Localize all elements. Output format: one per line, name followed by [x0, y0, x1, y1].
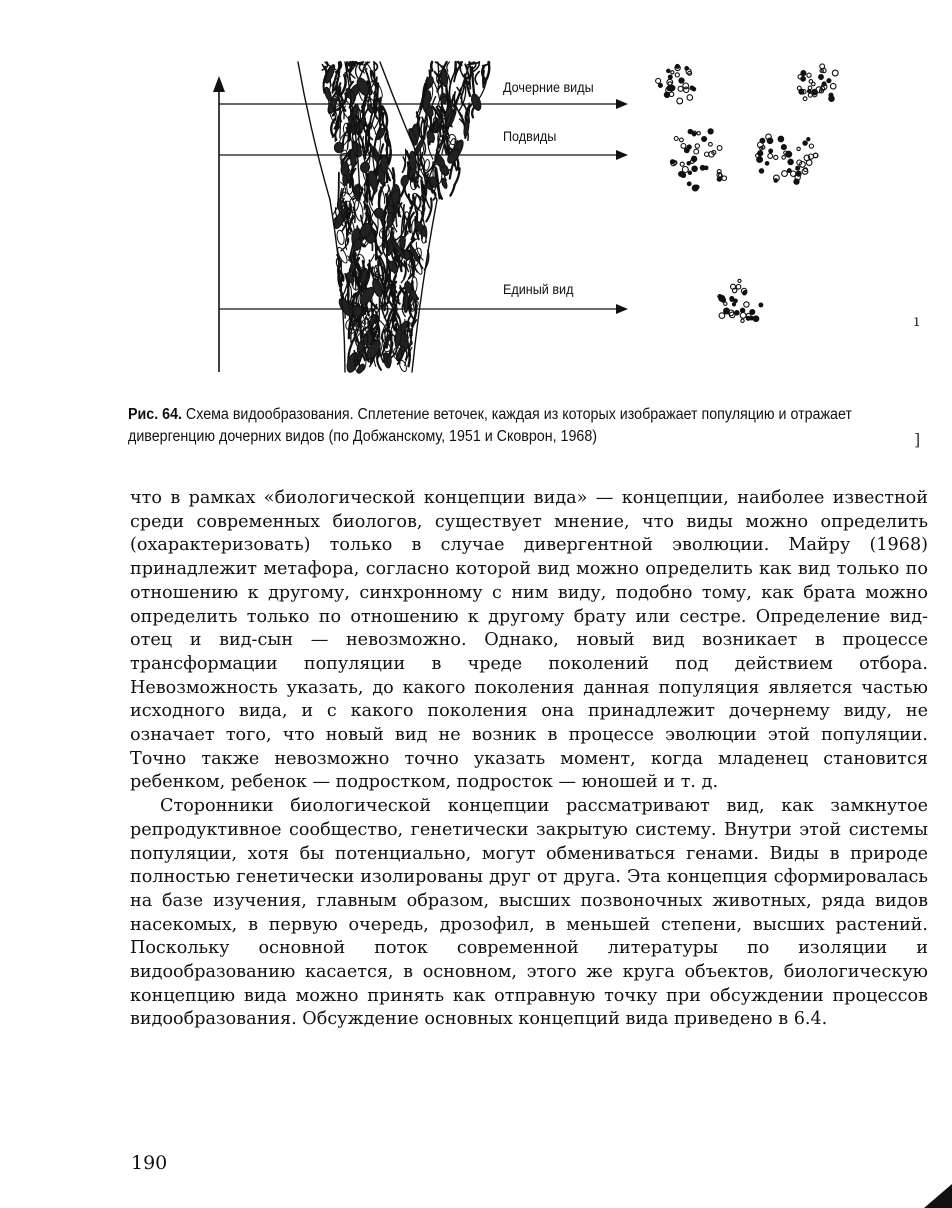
population-dot — [812, 82, 816, 86]
population-dot — [721, 298, 725, 302]
population-dot — [692, 166, 697, 171]
label-daughter-species: Дочерние виды — [503, 79, 594, 95]
population-dot — [709, 142, 713, 146]
population-dot — [807, 138, 810, 141]
population-dot — [700, 165, 705, 170]
population-dot — [782, 171, 788, 177]
branch-strand — [340, 118, 341, 138]
branch-strand — [298, 62, 330, 200]
margin-mark: ı — [914, 311, 920, 330]
population-dot — [671, 71, 674, 74]
figure-caption — [128, 404, 927, 448]
population-dot — [717, 146, 722, 151]
population-dot — [781, 145, 786, 150]
population-dot — [687, 145, 691, 149]
branch-leaf — [334, 142, 344, 153]
population-dot — [743, 291, 747, 295]
population-dot — [740, 308, 744, 312]
population-dot — [829, 96, 834, 101]
population-dot — [796, 166, 800, 170]
branch-strand — [452, 95, 453, 107]
branching-thicket — [298, 62, 489, 375]
population-dot — [736, 285, 741, 290]
population-dot — [688, 129, 692, 133]
population-dot — [806, 160, 812, 166]
population-dot — [678, 86, 683, 91]
population-dot — [809, 144, 813, 148]
population-dot — [722, 176, 727, 181]
population-dot — [724, 308, 730, 314]
population-dot — [684, 87, 689, 92]
population-dot — [682, 167, 688, 173]
population-dot — [718, 295, 722, 299]
branch-strand — [367, 255, 374, 266]
population-dot — [708, 129, 713, 134]
branch-strand — [402, 157, 405, 172]
population-dot — [687, 182, 691, 186]
population-dot — [688, 171, 691, 174]
population-dot — [803, 97, 807, 101]
population-dot — [719, 313, 725, 319]
population-dot — [759, 169, 763, 173]
population-dot — [778, 136, 784, 142]
margin-mark: ] — [914, 430, 921, 449]
population-dot — [760, 138, 765, 143]
branch-leaf — [440, 178, 448, 190]
population-dot — [796, 171, 801, 176]
population-dot — [680, 162, 684, 166]
label-subspecies: Подвиды — [503, 128, 557, 144]
population-dot — [791, 171, 796, 176]
population-dot — [758, 151, 763, 156]
body-text — [130, 487, 928, 1032]
population-dot — [679, 78, 684, 83]
branch-leaf — [387, 354, 392, 366]
population-dot — [774, 179, 778, 183]
population-dot — [819, 75, 824, 80]
speciation-figure — [0, 0, 952, 400]
population-dot — [782, 156, 786, 160]
branch-leaf — [336, 230, 345, 245]
population-dot — [677, 98, 683, 104]
population-dot — [680, 138, 684, 142]
branch-leaf — [400, 175, 410, 187]
population-dot — [808, 93, 812, 97]
population-dot — [687, 95, 693, 101]
branch-leaf — [324, 87, 333, 102]
population-dot — [744, 302, 749, 307]
population-dot — [765, 162, 769, 166]
population-dot — [768, 154, 773, 159]
paragraph: что в рамках «биологической концепции вида» — концепции, наиболее известной среди современных биологов, существует мнение, что виды можно определить (охарактеризовать) только в случае дивергентной эволюции. Майру (1968) принадлежит метафора, согласно которой вид можно определить как вид только по отношению к другому, синхронному с ним виду, подобно тому, как брата можно определить только по отношению к другому брату или сестре. Определение вид-отец и вид-сын — невозможно. Однако, новый вид возникает в процессе трансформации популяции в чреде поколений под действием отбора. Невозможность указать, до какого поколения данная популяция является частью исходного вида, и с какого поколения она принадлежит дочернему виду, не означает того, что новый вид не возник в процессе эволюции этой популяции. Точно также невозможно точно указать момент, когда младенец становится ребенком, ребенок — подростком, подросток — юношей и т. д. — [130, 488, 928, 793]
population-dot — [667, 69, 670, 72]
population-dot — [740, 313, 746, 319]
population-dot — [750, 310, 755, 315]
population-dot — [675, 73, 679, 77]
population-dot — [717, 177, 721, 181]
time-axis-arrowhead — [213, 76, 225, 92]
population-dot — [801, 77, 806, 82]
page-number: 190 — [131, 1152, 168, 1174]
label-single-species: Единый вид — [503, 281, 574, 297]
population-dot — [801, 71, 806, 76]
caption-number: Рис. 64. — [128, 406, 182, 423]
population-dot — [830, 83, 836, 89]
branch-leaf — [387, 212, 394, 226]
population-dot — [788, 159, 793, 164]
population-dot — [813, 153, 817, 157]
population-dot — [807, 73, 811, 77]
population-dot — [695, 185, 699, 189]
branch-strand — [341, 75, 345, 95]
population-dot — [741, 319, 744, 322]
page-corner-mark — [924, 1184, 952, 1208]
branch-leaf — [404, 292, 409, 312]
population-dot — [656, 78, 661, 83]
population-dot — [658, 83, 662, 87]
population-dot — [799, 89, 804, 94]
branch-leaf — [337, 199, 342, 211]
population-dot — [774, 155, 778, 159]
population-dot — [797, 147, 800, 150]
population-dot — [746, 316, 750, 320]
population-dot — [668, 75, 672, 79]
population-dot — [759, 303, 763, 307]
population-dot — [730, 298, 734, 302]
branch-strand — [475, 72, 479, 85]
population-dot — [695, 144, 699, 148]
population-dot — [674, 137, 678, 141]
population-dot — [738, 279, 741, 282]
population-dot — [827, 79, 831, 83]
population-dot — [803, 141, 807, 145]
population-dot — [694, 149, 699, 154]
population-dot — [769, 149, 773, 153]
branch-strand — [421, 120, 423, 139]
population-dot — [681, 144, 686, 149]
population-dot — [732, 303, 735, 306]
speciation-diagram — [0, 0, 952, 400]
branch-strand — [380, 109, 381, 122]
population-dot — [687, 162, 690, 165]
population-dot — [679, 172, 684, 177]
population-dot — [832, 70, 838, 76]
population-dot — [690, 86, 694, 90]
branch-strand — [483, 71, 484, 88]
population-dot — [753, 316, 759, 322]
population-dot — [808, 86, 812, 90]
caption-text: Схема видообразования. Сплетение веточек, каждая из которых изображает популяцию и отражает дивергенцию дочерних видов (по Добжанскому, 1951 и Сковрон, 1968) — [128, 406, 852, 445]
population-clusters — [656, 64, 839, 323]
population-dot — [702, 137, 707, 142]
branch-leaf — [381, 155, 389, 173]
paragraph: Сторонники биологической концепции рассматривают вид, как замкнутое репродуктивное сообщество, генетически закрытую систему. Внутри этой системы популяции, хотя бы потенциально, могут обмениваться генами. Виды в природе полностью генетически изолированы друг от друга. Эта концепция сформировалась на базе изучения, главным образом, высших позвоночных животных, ряда видов насекомых, в первую очередь, дрозофил, в меньшей степени, высших растений. Поскольку основной поток современной литературы по изоляции и видообразованию касается, в основном, этого же круга объектов, биологическую концепцию вида можно принять как отправную точку при обсуждении процессов видообразования. Обсуждение основных концепций вида приведено в 6.4. — [130, 796, 928, 1030]
population-dot — [697, 132, 700, 135]
